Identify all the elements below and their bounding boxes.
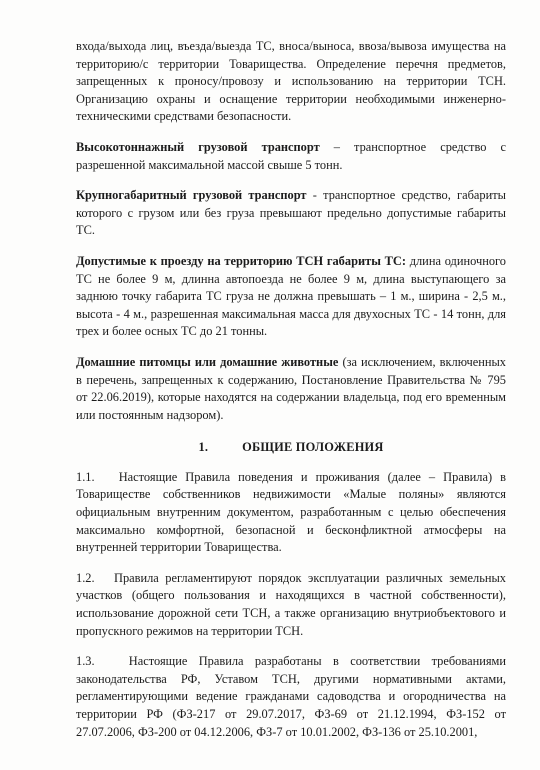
clause-number: 1.2.: [76, 570, 95, 585]
section-number: 1.: [198, 440, 209, 455]
clause-number: 1.1.: [76, 469, 95, 484]
definition-text: – транспортное средство с разрешенной максимальной массой свыше 5 тонн.: [76, 139, 506, 172]
clause-number: 1.3.: [76, 654, 95, 669]
definition-term: Высокотоннажный грузовой транспорт: [76, 139, 320, 154]
intro-paragraph: входа/выхода лиц, въезда/выезда ТС, вноса/выноса, ввоза/вывоза имущества на территорию/с территории Товарищества. Определение перечня предметов, запрещенных к проносу/провозу и использованию на территории ТСН. Организацию охраны и оснащение территории необходимыми инженерно-техническими средствами безопасности.: [76, 39, 506, 124]
section-title: ОБЩИЕ ПОЛОЖЕНИЯ: [242, 440, 384, 455]
definition-term: Домашние питомцы или домашние животные: [76, 354, 339, 369]
definition-text: (за исключением, включенных в перечень, запрещенных к содержанию, Постановление Правительства № 795 от 22.06.2019), которые находятся на содержании владельца, под его временным или постоянным надзором).: [76, 354, 507, 422]
definition-pets: [76, 354, 506, 424]
definition-term: Допустимые к проезду на территорию ТСН габариты ТС:: [76, 253, 406, 268]
definition-text: длина одиночного ТС не более 9 м, длинна автопоезда не более 9 м, длина выступающего за заднюю точку габарита ТС груза не должна превышать – 1 м., ширина - 2,5 м., высота - 4 м., разрешенная максимальная масса для двухосных ТС - 14 тонн, для трех и более осных ТС до 21 тонны.: [76, 253, 506, 339]
clause-1-2: [76, 570, 506, 640]
clause-text: Настоящие Правила разработаны в соответствии требованиями законодательства РФ, Уставом ТСН, другими нормативными актами, регламентирующими ведение гражданами садоводства и огородничества на территории РФ (ФЗ-217 от 29.07.2017, ФЗ-69 от 21.12.1994, ФЗ-152 от 27.07.2006, ФЗ-200 от 04.12.2006, ФЗ-7 от 10.01.2002, ФЗ-136 от 25.10.2001,: [76, 654, 506, 739]
clause-1-3: [76, 653, 506, 741]
clause-text: Правила регламентируют порядок эксплуатации различных земельных участков (общего пользования и находящихся в частной собственности), использование дорожной сети ТСН, а также организацию внутриобъектового и пропускного режимов на территории ТСН.: [76, 570, 506, 638]
clause-text: Настоящие Правила поведения и проживания (далее – Правила) в Товариществе собственников недвижимости «Малые поляны» являются официальным внутренним документом, разработанным с целью обеспечения максимально комфортной, безопасной и бесконфликтной атмосферы на внутренней территории Товарищества.: [76, 469, 506, 555]
section-heading: [76, 439, 506, 457]
definition-text: - транспортное средство, габариты которого с грузом или без груза превышают предельно допустимые габариты ТС.: [76, 188, 506, 238]
definition-allowed-dimensions: [76, 253, 506, 341]
definition-high-tonnage: [76, 139, 506, 174]
definition-oversized: [76, 187, 506, 240]
clause-1-1: [76, 469, 506, 557]
definition-term: Крупногабаритный грузовой транспорт: [76, 188, 307, 203]
